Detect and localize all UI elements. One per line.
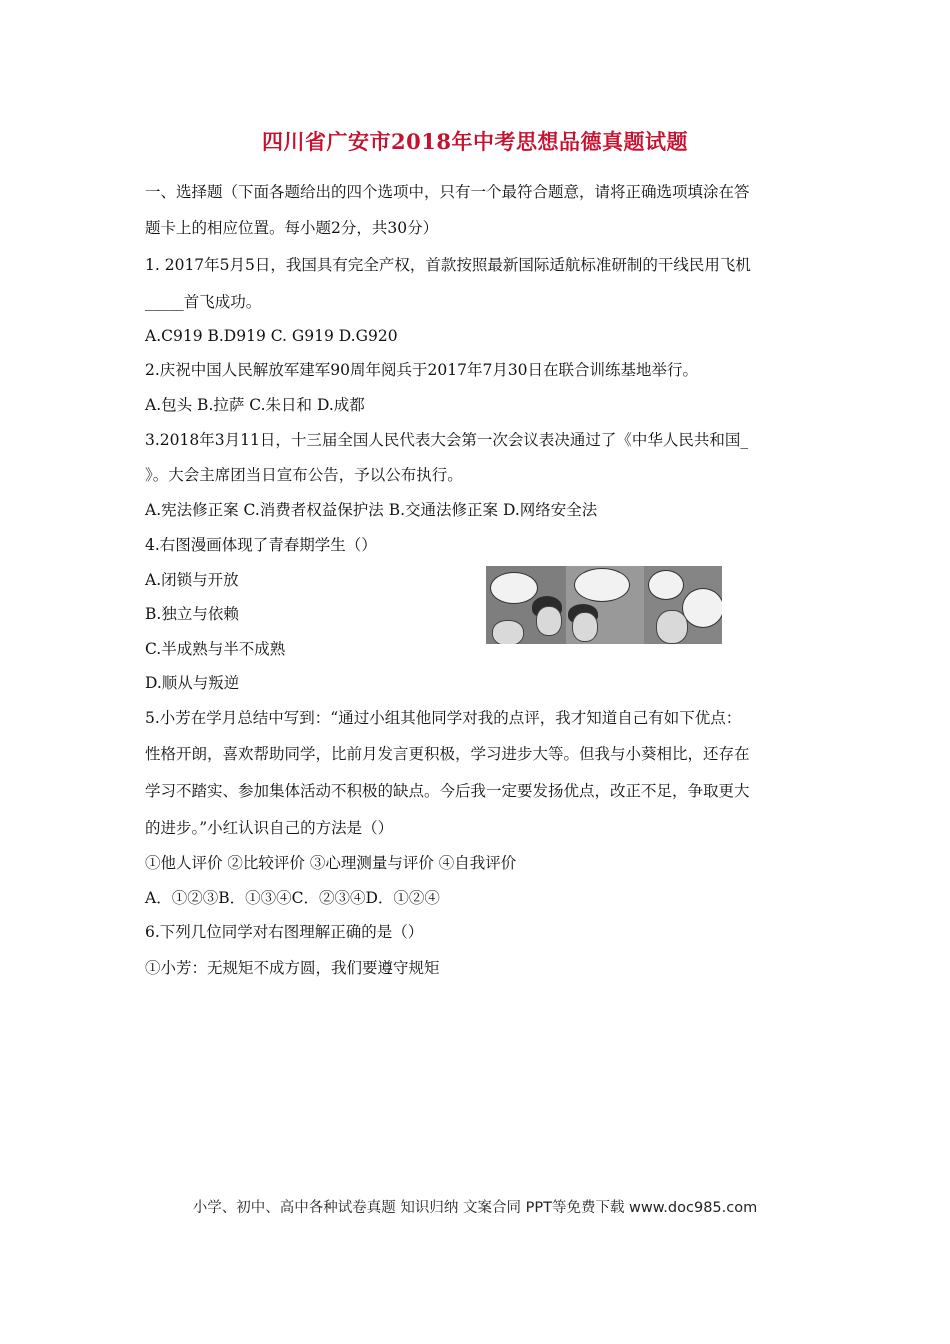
comic-figure-face [536, 606, 562, 636]
comic-figure-face [492, 620, 524, 644]
section-instruction-cont: 题卡上的相应位置。每小题2分，共30分） [145, 219, 439, 237]
question-3-cont: 》。大会主席团当日宣布公告，予以公布执行。 [145, 466, 463, 484]
comic-panel-3 [644, 566, 722, 644]
comic-panel-1 [486, 566, 566, 644]
question-6: 6.下列几位同学对右图理解正确的是（） [145, 923, 424, 941]
question-5: 5.小芳在学月总结中写到：“通过小组其他同学对我的点评，我才知道自己有如下优点： [145, 709, 742, 727]
question-2-options: A.包头 B.拉萨 C.朱日和 D.成都 [145, 396, 365, 414]
question-5-cont-1: 性格开朗，喜欢帮助同学，比前月发言更积极，学习进步大等。但我与小葵相比，还存在 [145, 745, 750, 763]
comic-image [486, 566, 722, 644]
speech-bubble [648, 570, 684, 600]
speech-bubble [490, 572, 538, 604]
question-2: 2.庆祝中国人民解放军建军90周年阅兵于2017年7月30日在联合训练基地举行。 [145, 361, 699, 379]
question-4-option-b: B.独立与依赖 [145, 605, 239, 623]
question-5-cont-3: 的进步。”小红认识自己的方法是（） [145, 819, 394, 837]
question-3: 3.2018年3月11日，十三届全国人民代表大会第一次会议表决通过了《中华人民共和国_ [145, 431, 749, 449]
comic-figure-face [656, 610, 688, 644]
question-3-options: A.宪法修正案 C.消费者权益保护法 B.交通法修正案 D.网络安全法 [145, 501, 598, 519]
question-4-option-c: C.半成熟与半不成熟 [145, 640, 286, 658]
speech-bubble [574, 568, 630, 602]
page-footer: 小学、初中、高中各种试卷真题 知识归纳 文案合同 PPT等免费下载 www.doc985.com [192, 1200, 758, 1216]
question-4-option-a: A.闭锁与开放 [145, 571, 239, 589]
question-4-option-d: D.顺从与叛逆 [145, 674, 240, 692]
comic-panel-2 [566, 566, 644, 644]
question-5-items: ①他人评价 ②比较评价 ③心理测量与评价 ④自我评价 [145, 854, 517, 872]
page-title: 四川省广安市2018年中考思想品德真题试题 [262, 129, 688, 154]
question-5-options: A．①②③B．①③④C．②③④D．①②④ [145, 889, 440, 907]
question-1-cont: _____首飞成功。 [145, 293, 262, 311]
question-1: 1. 2017年5月5日，我国具有完全产权，首款按照最新国际适航标准研制的干线民用飞机 [145, 256, 751, 274]
comic-figure-face [572, 612, 598, 642]
speech-bubble [682, 588, 722, 628]
question-4: 4.右图漫画体现了青春期学生（） [145, 536, 377, 554]
question-1-options: A.C919 B.D919 C. G919 D.G920 [145, 327, 398, 345]
question-6-item-1: ①小芳：无规矩不成方圆，我们要遵守规矩 [145, 959, 440, 977]
question-5-cont-2: 学习不踏实、参加集体活动不积极的缺点。今后我一定要发扬优点，改正不足，争取更大 [145, 782, 750, 800]
section-instruction: 一、选择题（下面各题给出的四个选项中，只有一个最符合题意，请将正确选项填涂在答 [145, 183, 750, 201]
